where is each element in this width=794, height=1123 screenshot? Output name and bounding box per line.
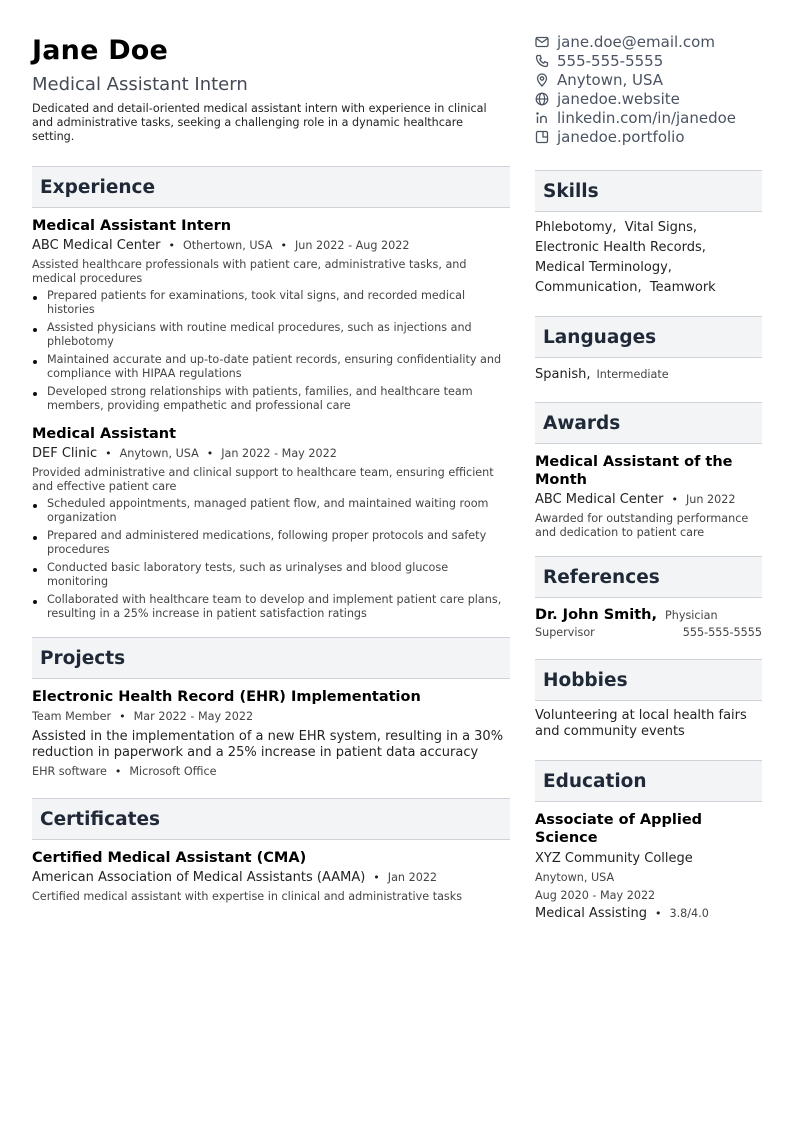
job-bullet: Conducted basic laboratory tests, such as urinalyses and blood glucose monitoring xyxy=(32,561,510,589)
contact-linkedin[interactable] xyxy=(535,108,762,127)
job-dates: Jun 2022 - Aug 2022 xyxy=(295,239,410,252)
award-description: Awarded for outstanding performance and dedication to patient care xyxy=(535,512,749,539)
school: XYZ Community College xyxy=(535,851,693,866)
job-meta: DEF Clinic • Anytown, USA • Jan 2022 - May 2022 xyxy=(32,446,337,461)
project-tag: EHR software xyxy=(32,765,107,778)
education-section xyxy=(535,760,762,922)
references-section xyxy=(535,556,762,639)
section-heading: Projects xyxy=(32,637,510,679)
skill-item: Vital Signs xyxy=(624,220,693,235)
candidate-name: Jane Doe xyxy=(32,35,169,66)
awards-section xyxy=(535,402,762,540)
certificate-meta: American Association of Medical Assistants (AAMA) • Jan 2022 xyxy=(32,870,438,885)
sidebar-column xyxy=(535,32,762,922)
job-location: Othertown, USA xyxy=(182,239,273,252)
job-description: Assisted healthcare professionals with patient care, administrative tasks, and medical procedures xyxy=(32,258,467,285)
skills-section xyxy=(535,170,762,298)
degree: Associate of Applied Science xyxy=(535,812,703,846)
globe-icon xyxy=(535,92,549,106)
reference-name: Dr. John Smith, xyxy=(535,607,658,623)
reference-position-cont: Supervisor xyxy=(535,626,595,639)
project-tag: Microsoft Office xyxy=(129,765,217,778)
summary: Dedicated and detail-oriented medical assistant intern with experience in clinical and administrative tasks, seeking a challenging role in a dynamic healthcare setting. xyxy=(32,102,487,143)
section-heading: Languages xyxy=(535,316,762,358)
skill-item: Phlebotomy xyxy=(535,220,613,235)
job-bullet: Scheduled appointments, managed patient flow, and maintained waiting room organization xyxy=(32,497,510,525)
gpa: 3.8/4.0 xyxy=(669,907,709,920)
experience-entry xyxy=(32,217,510,413)
job-dates: Jan 2022 - May 2022 xyxy=(221,447,337,460)
phone-text: 555-555-5555 xyxy=(557,51,664,70)
job-bullets xyxy=(32,289,510,413)
award-entry xyxy=(535,453,762,540)
website-text: janedoe.website xyxy=(557,89,680,108)
language-entry: Spanish, Intermediate xyxy=(535,367,669,382)
mail-icon xyxy=(535,35,549,49)
job-bullets xyxy=(32,497,510,621)
certificates-section xyxy=(32,798,510,904)
project-description: Assisted in the implementation of a new EHR system, resulting in a 30% reduction in paperwork and a 25% increase in patient data accuracy xyxy=(32,729,504,760)
education-dates: Aug 2020 - May 2022 xyxy=(535,889,656,902)
project-dates: Mar 2022 - May 2022 xyxy=(133,710,254,723)
hobbies-section xyxy=(535,659,762,740)
candidate-title: Medical Assistant Intern xyxy=(32,74,248,95)
contact-portfolio[interactable] xyxy=(535,127,762,146)
job-bullet: Assisted physicians with routine medical procedures, such as injections and phlebotomy xyxy=(32,321,510,349)
section-heading: Education xyxy=(535,760,762,802)
job-bullet: Prepared patients for examinations, took vital signs, and recorded medical histories xyxy=(32,289,510,317)
section-heading: Experience xyxy=(32,166,510,208)
skill-item: Communication xyxy=(535,280,638,295)
reference-entry xyxy=(535,607,762,639)
section-heading: References xyxy=(535,556,762,598)
contact-website[interactable] xyxy=(535,89,762,108)
job-bullet: Prepared and administered medications, following proper protocols and safety procedures xyxy=(32,529,510,557)
language-level: Intermediate xyxy=(596,368,669,381)
linkedin-text: linkedin.com/in/janedoe xyxy=(557,108,737,127)
portfolio-icon xyxy=(535,130,549,144)
school-location: Anytown, USA xyxy=(535,871,615,884)
hobby-text: Volunteering at local health fairs and community events xyxy=(535,708,747,739)
section-heading: Certificates xyxy=(32,798,510,840)
job-title: Medical Assistant xyxy=(32,426,177,442)
job-meta: ABC Medical Center • Othertown, USA • Jun 2022 - Aug 2022 xyxy=(32,238,410,253)
certificate-description: Certified medical assistant with expertise in clinical and administrative tasks xyxy=(32,890,463,903)
experience-entry xyxy=(32,425,510,621)
company: DEF Clinic xyxy=(32,446,98,461)
certificate-title: Certified Medical Assistant (CMA) xyxy=(32,850,307,866)
contact-phone[interactable] xyxy=(535,51,762,70)
job-title: Medical Assistant Intern xyxy=(32,218,232,234)
award-issuer: ABC Medical Center xyxy=(535,492,664,507)
skill-item: Teamwork xyxy=(649,280,716,295)
award-title: Medical Assistant of the Month xyxy=(535,454,733,488)
section-heading: Awards xyxy=(535,402,762,444)
main-column xyxy=(32,34,510,904)
job-bullet: Collaborated with healthcare team to develop and implement patient care plans, resulting in a 25% increase in patient satisfaction ratings xyxy=(32,593,510,621)
award-meta: ABC Medical Center • Jun 2022 xyxy=(535,492,736,507)
projects-section xyxy=(32,637,510,779)
project-tags: EHR software • Microsoft Office xyxy=(32,765,217,778)
project-title: Electronic Health Record (EHR) Implementation xyxy=(32,689,421,705)
job-description: Provided administrative and clinical support to healthcare team, ensuring efficient and effective patient care xyxy=(32,466,494,493)
reference-name-row xyxy=(535,607,762,623)
phone-icon xyxy=(535,54,549,68)
skill-item: Medical Terminology xyxy=(535,260,668,275)
education-field-row: Medical Assisting • 3.8/4.0 xyxy=(535,906,709,921)
language-name: Spanish xyxy=(535,367,587,382)
certificate-date: Jan 2022 xyxy=(387,871,438,884)
contact-list xyxy=(535,32,762,146)
award-date: Jun 2022 xyxy=(685,493,736,506)
section-heading: Skills xyxy=(535,170,762,212)
contact-email[interactable] xyxy=(535,32,762,51)
company: ABC Medical Center xyxy=(32,238,161,253)
experience-section xyxy=(32,166,510,621)
languages-section xyxy=(535,316,762,383)
location-pin-icon xyxy=(535,73,549,87)
education-entry xyxy=(535,811,762,922)
job-bullet: Developed strong relationships with patients, families, and healthcare team members, providing empathetic and professional care xyxy=(32,385,510,413)
project-entry xyxy=(32,688,510,779)
project-meta: Team Member • Mar 2022 - May 2022 xyxy=(32,710,254,723)
email-text: jane.doe@email.com xyxy=(557,32,715,51)
section-heading: Hobbies xyxy=(535,659,762,701)
location-text: Anytown, USA xyxy=(557,70,664,89)
portfolio-text: janedoe.portfolio xyxy=(557,127,685,146)
certificate-issuer: American Association of Medical Assistants (AAMA) xyxy=(32,870,366,885)
field-of-study: Medical Assisting xyxy=(535,906,647,921)
reference-phone: 555-555-5555 xyxy=(682,626,762,639)
skills-list: Phlebotomy, Vital Signs, Electronic Health Records, Medical Terminology, Communication, Teamwork xyxy=(535,220,716,295)
skill-item: Electronic Health Records xyxy=(535,240,702,255)
resume-header xyxy=(32,34,510,144)
certificate-entry xyxy=(32,849,510,904)
reference-detail-row xyxy=(535,626,762,639)
linkedin-icon xyxy=(535,111,549,125)
job-bullet: Maintained accurate and up-to-date patient records, ensuring confidentiality and compliance with HIPAA regulations xyxy=(32,353,510,381)
project-role: Team Member xyxy=(32,710,112,723)
reference-position: Physician xyxy=(665,609,718,622)
job-location: Anytown, USA xyxy=(119,447,199,460)
contact-location xyxy=(535,70,762,89)
